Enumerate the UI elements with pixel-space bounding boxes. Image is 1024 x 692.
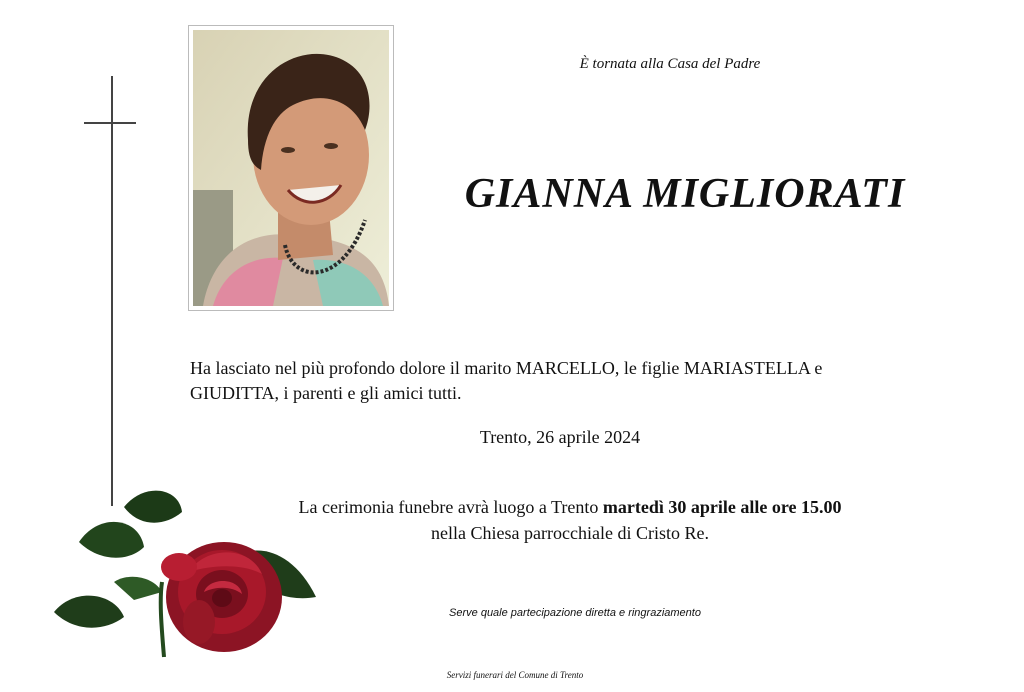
ceremony-info bbox=[260, 494, 880, 546]
announcement-text: Ha lasciato nel più profondo dolore il marito MARCELLO, le figlie MARIASTELLA e GIUDITTA, i parenti e gli amici tutti. bbox=[190, 358, 823, 403]
deceased-name: GIANNA MIGLIORATI bbox=[464, 171, 906, 217]
ceremony-datetime: martedì 30 aprile alle ore 15.00 bbox=[602, 497, 842, 517]
cross-icon bbox=[111, 76, 113, 506]
rose-icon bbox=[44, 482, 324, 662]
participation-note: Serve quale partecipazione diretta e ringraziamento bbox=[449, 607, 701, 619]
subtitle: È tornata alla Casa del Padre bbox=[579, 56, 761, 72]
footer-credit: Servizi funerari del Comune di Trento bbox=[446, 670, 584, 680]
cross-icon-bar bbox=[84, 122, 136, 124]
portrait-photo bbox=[188, 25, 394, 311]
ceremony-prefix: La cerimonia funebre avrà luogo a Trento bbox=[298, 497, 603, 517]
ceremony-location: nella Chiesa parrocchiale di Cristo Re. bbox=[431, 523, 709, 543]
place-date: Trento, 26 aprile 2024 bbox=[479, 427, 641, 447]
